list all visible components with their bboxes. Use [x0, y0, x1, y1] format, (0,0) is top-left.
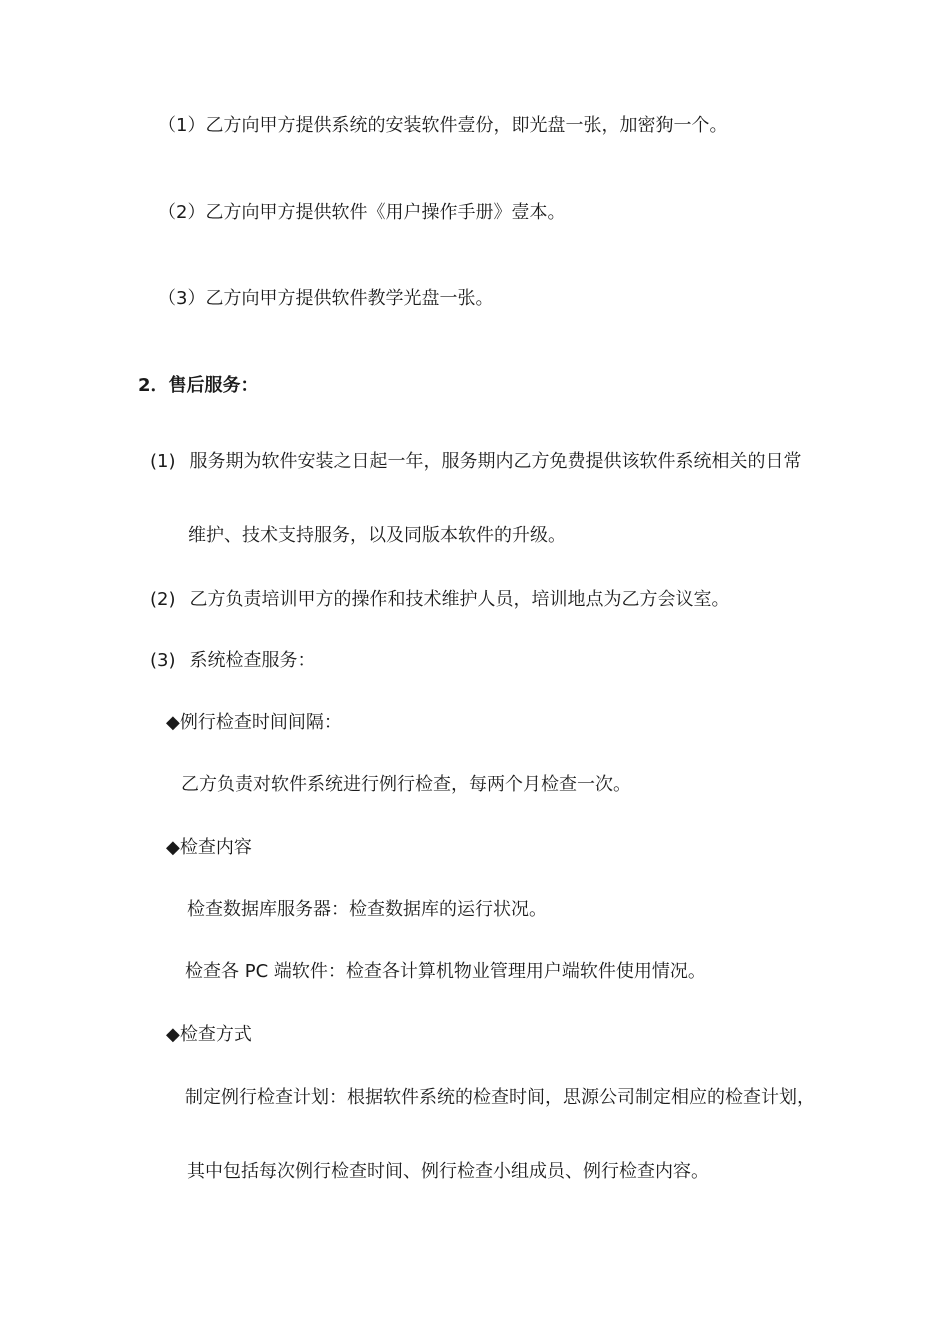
deliverable-item-2: （2）乙方向甲方提供软件《用户操作手册》壹本。 — [158, 202, 566, 223]
service-item-1-text: 服务期为软件安装之日起一年，服务期内乙方免费提供该软件系统相关的日常 — [189, 451, 802, 472]
deliverable-item-3: （3）乙方向甲方提供软件教学光盘一张。 — [158, 288, 494, 309]
service-item-2-number: (2) — [150, 589, 176, 610]
service-item-3-text: 系统检查服务： — [189, 650, 316, 671]
inspection-interval-title: ◆例行检查时间间隔： — [166, 712, 342, 733]
section-heading-after-sales: 2．售后服务： — [138, 375, 259, 396]
inspection-content-item-database: 检查数据库服务器：检查数据库的运行状况。 — [187, 899, 547, 920]
inspection-content-title: ◆检查内容 — [166, 837, 252, 858]
inspection-method-line-2: 其中包括每次例行检查时间、例行检查小组成员、例行检查内容。 — [187, 1161, 709, 1182]
service-item-1-number: (1) — [150, 451, 176, 472]
service-item-1 — [150, 450, 802, 474]
deliverable-item-1: （1）乙方向甲方提供系统的安装软件壹份，即光盘一张，加密狗一个。 — [158, 115, 728, 136]
service-item-3 — [150, 649, 316, 673]
inspection-method-line-1: 制定例行检查计划：根据软件系统的检查时间，思源公司制定相应的检查计划， — [185, 1087, 815, 1108]
inspection-method-title: ◆检查方式 — [166, 1024, 252, 1045]
inspection-interval-text: 乙方负责对软件系统进行例行检查，每两个月检查一次。 — [181, 774, 631, 795]
service-item-3-number: (3) — [150, 650, 176, 671]
service-item-1-continuation: 维护、技术支持服务，以及同版本软件的升级。 — [188, 525, 566, 546]
service-item-2 — [150, 588, 730, 612]
service-item-2-text: 乙方负责培训甲方的操作和技术维护人员，培训地点为乙方会议室。 — [189, 589, 730, 610]
inspection-content-item-pc: 检查各 PC 端软件：检查各计算机物业管理用户端软件使用情况。 — [185, 961, 706, 982]
